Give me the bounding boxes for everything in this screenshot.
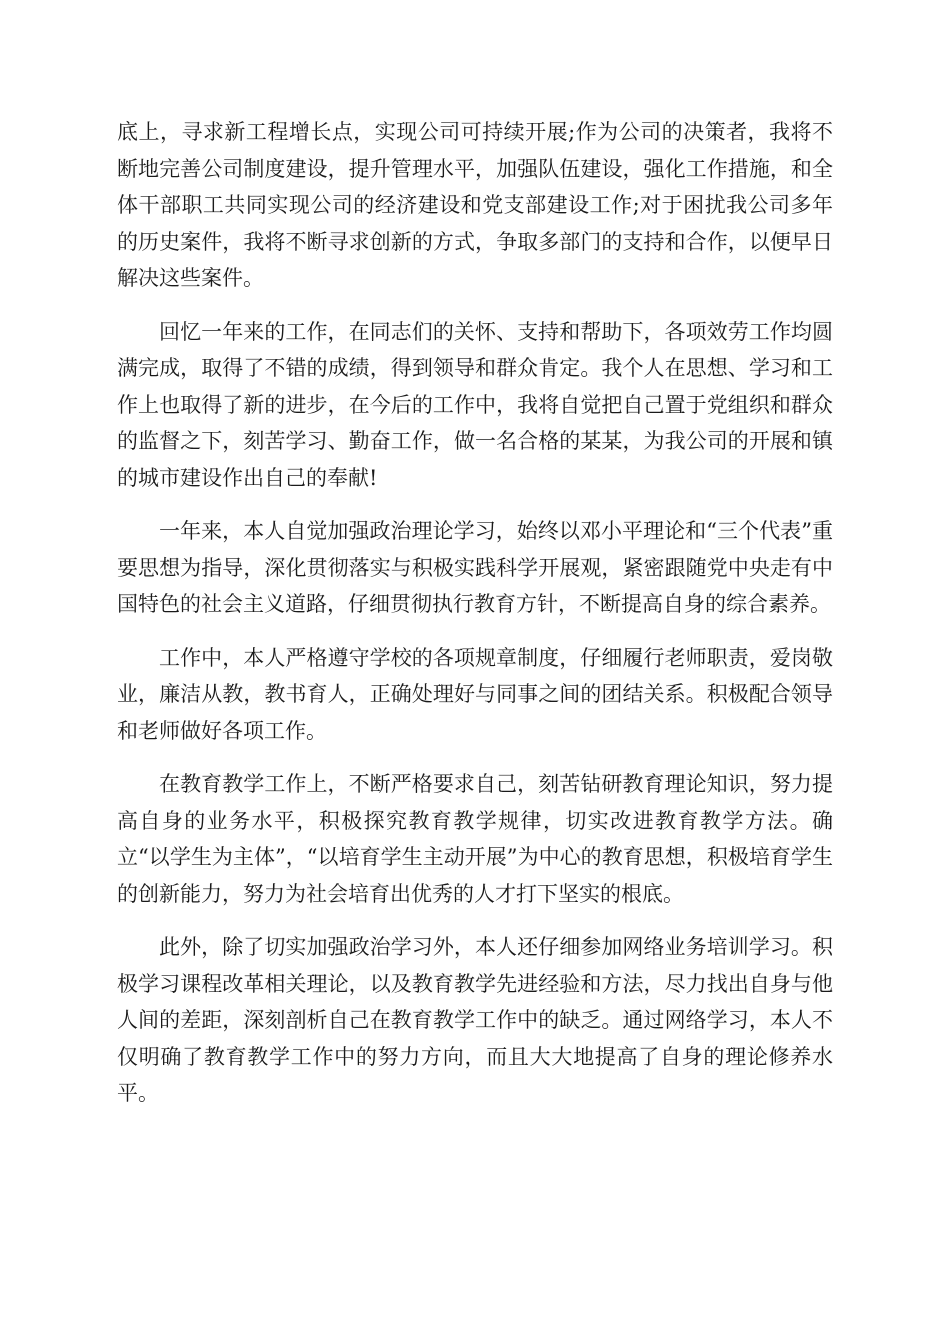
document-body: [117, 114, 833, 1129]
paragraph-continuation: 底上，寻求新工程增长点，实现公司可持续开展;作为公司的决策者，我将不断地完善公司制度建设，提升管理水平，加强队伍建设，强化工作措施，和全体干部职工共同实现公司的经济建设和党支部建设工作;对于困扰我公司多年的历史案件，我将不断寻求创新的方式，争取多部门的支持和合作，以便早日解决这些案件。: [117, 120, 833, 290]
paragraph-work-conduct: 工作中，本人严格遵守学校的各项规章制度，仔细履行老师职责，爱岗敬业，廉洁从教，教书育人，正确处理好与同事之间的团结关系。积极配合领导和老师做好各项工作。: [117, 645, 833, 743]
paragraph-teaching: 在教育教学工作上，不断严格要求自己，刻苦钻研教育理论知识，努力提高自身的业务水平，积极探究教育教学规律，切实改进教育教学方法。确立“以学生为主体”，“以培育学生主动开展”为中心的教育思想，积极培育学生的创新能力，努力为社会培育出优秀的人才打下坚实的根底。: [117, 772, 833, 906]
paragraph-review: 回忆一年来的工作，在同志们的关怀、支持和帮助下，各项效劳工作均圆满完成，取得了不错的成绩，得到领导和群众肯定。我个人在思想、学习和工作上也取得了新的进步，在今后的工作中，我将自觉把自己置于党组织和群众的监督之下，刻苦学习、勤奋工作，做一名合格的某某，为我公司的开展和镇的城市建设作出自己的奉献!: [117, 319, 833, 490]
paragraph-political-study: 一年来，本人自觉加强政治理论学习，始终以邓小平理论和“三个代表”重要思想为指导，深化贯彻落实与积极实践科学开展观，紧密跟随党中央走有中国特色的社会主义道路，仔细贯彻执行教育方针，不断提高自身的综合素养。: [117, 519, 833, 616]
paragraph-online-training: 此外，除了切实加强政治学习外，本人还仔细参加网络业务培训学习。积极学习课程改革相关理论，以及教育教学先进经验和方法，尽力找出自身与他人间的差距，深刻剖析自己在教育教学工作中的缺乏。通过网络学习，本人不仅明确了教育教学工作中的努力方向，而且大大地提高了自身的理论修养水平。: [117, 935, 833, 1105]
